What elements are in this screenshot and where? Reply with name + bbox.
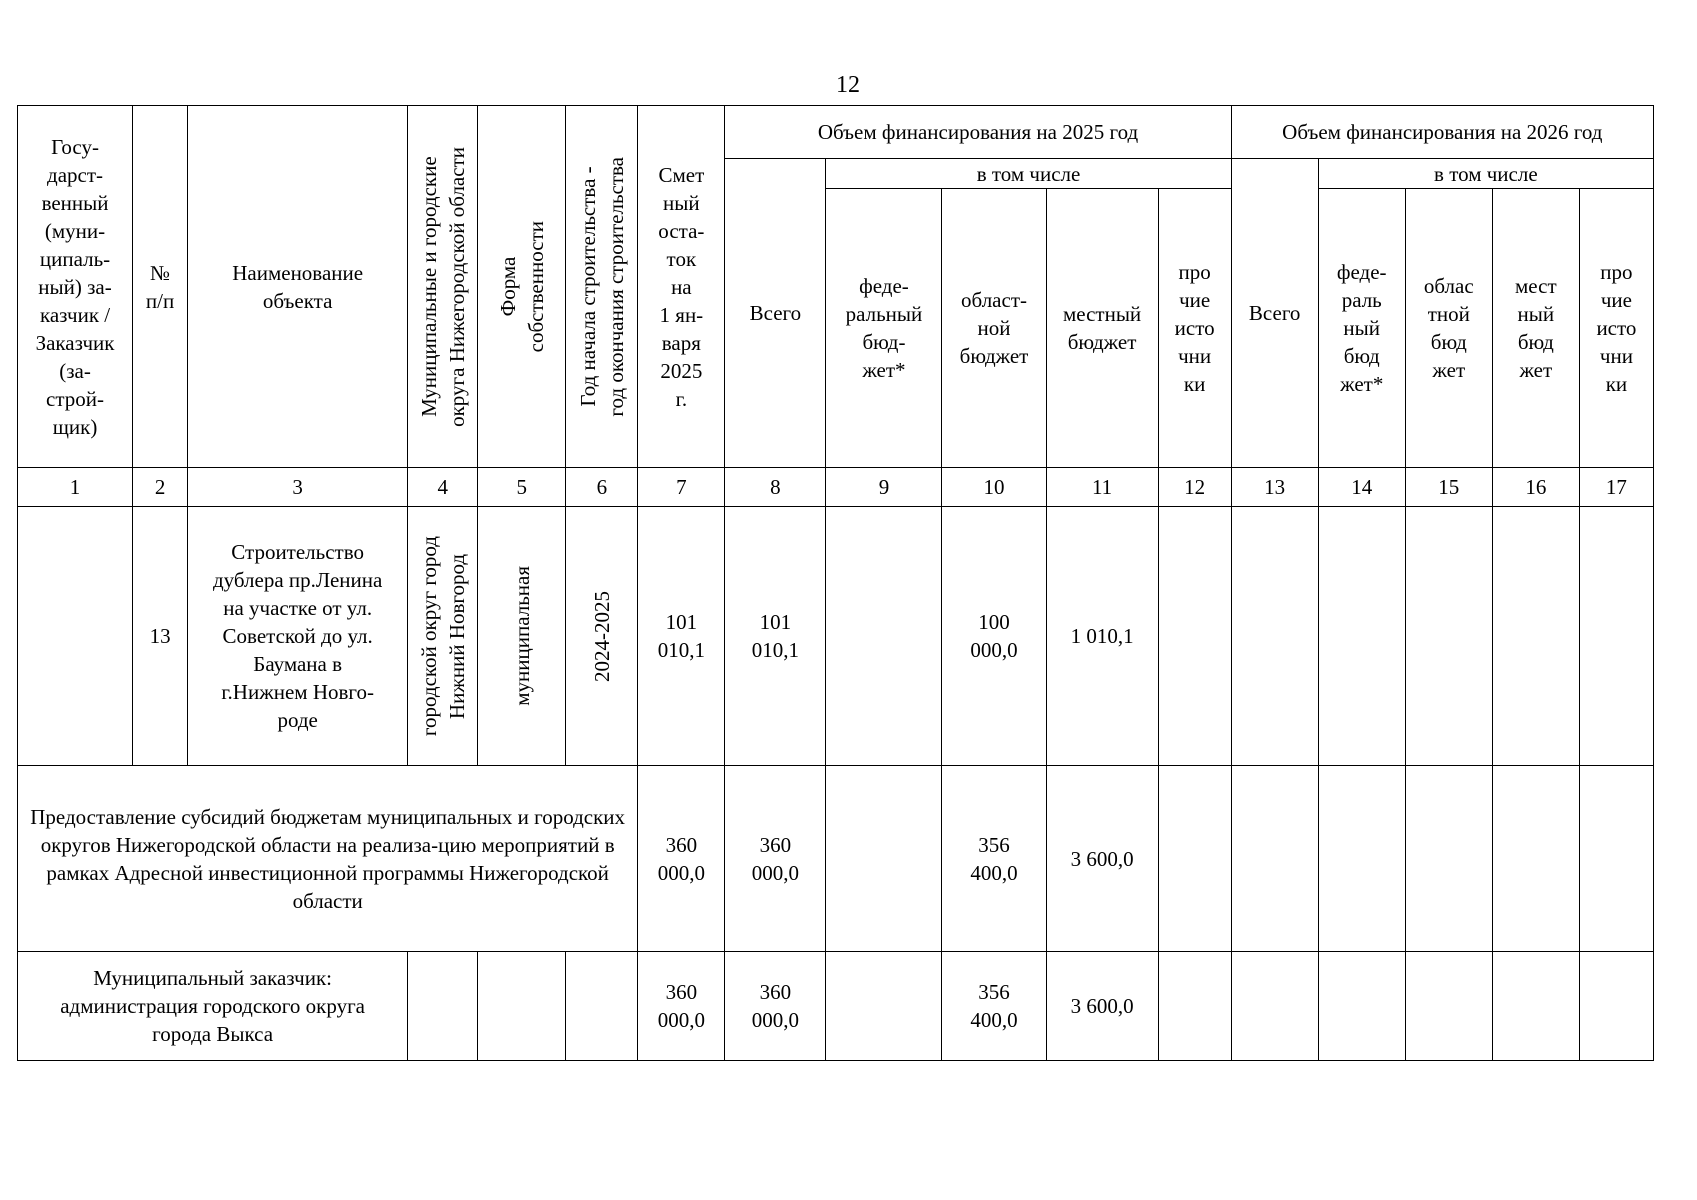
column-number: 10 (942, 468, 1046, 507)
object-ownership-text: муниципальная (509, 566, 534, 706)
column-number: 14 (1318, 468, 1405, 507)
object-fed-2025 (826, 507, 942, 766)
object-customer-cell (18, 507, 133, 766)
subsidy-total-2025: 360 000,0 (725, 766, 826, 952)
object-reg-2026 (1405, 507, 1492, 766)
customer-loc-2026 (1492, 952, 1579, 1061)
column-number: 5 (478, 468, 566, 507)
object-district-text: городской округ город Нижний Новгород (416, 535, 469, 737)
object-ownership (478, 507, 566, 766)
column-number: 17 (1579, 468, 1653, 507)
object-district (408, 507, 478, 766)
subsidy-fed-2025 (826, 766, 942, 952)
subsidy-reg-2025: 356 400,0 (942, 766, 1046, 952)
header-ownership (478, 106, 566, 468)
header-other-2025: про чие исто чни ки (1158, 189, 1231, 468)
subsidy-text: Предоставление субсидий бюджетам муниципальных и городских округов Нижегородской области на реализа-цию мероприятий в рамках Адресной инвестиционной программы Нижегородской области (18, 766, 638, 952)
subsidy-other-2026 (1579, 766, 1653, 952)
header-fin-2025: Объем финансирования на 2025 год (725, 106, 1231, 159)
object-years (566, 507, 638, 766)
header-fin-2026: Объем финансирования на 2026 год (1231, 106, 1653, 159)
customer-text: Муниципальный заказчик: администрация городского округа города Выкса (18, 952, 408, 1061)
customer-reg-2026 (1405, 952, 1492, 1061)
object-balance: 101 010,1 (638, 507, 725, 766)
object-loc-2026 (1492, 507, 1579, 766)
column-number: 4 (408, 468, 478, 507)
header-loc-2025: местный бюджет (1046, 189, 1158, 468)
column-number: 13 (1231, 468, 1318, 507)
header-loc-2026: мест ный бюд жет (1492, 189, 1579, 468)
page-number: 12 (836, 72, 860, 98)
column-number: 7 (638, 468, 725, 507)
customer-other-2026 (1579, 952, 1653, 1061)
customer-reg-2025: 356 400,0 (942, 952, 1046, 1061)
object-years-text: 2024-2025 (589, 590, 614, 682)
column-number: 11 (1046, 468, 1158, 507)
customer-years (566, 952, 638, 1061)
object-total-2025: 101 010,1 (725, 507, 826, 766)
header-incl-2026: в том числе (1318, 159, 1653, 189)
object-fed-2026 (1318, 507, 1405, 766)
subsidy-total-2026 (1231, 766, 1318, 952)
header-fed-2026: феде- раль ный бюд жет* (1318, 189, 1405, 468)
header-incl-2025: в том числе (826, 159, 1231, 189)
customer-total-2026 (1231, 952, 1318, 1061)
object-other-2025 (1158, 507, 1231, 766)
object-loc-2025: 1 010,1 (1046, 507, 1158, 766)
subsidy-fed-2026 (1318, 766, 1405, 952)
financing-table (17, 105, 1654, 1061)
header-customer: Госу- дарст- венный (муни- ципаль- ный) за- казчик / Заказчик (за- строй- щик) (18, 106, 133, 468)
customer-fed-2025 (826, 952, 942, 1061)
subsidy-balance: 360 000,0 (638, 766, 725, 952)
column-number: 1 (18, 468, 133, 507)
customer-ownership (478, 952, 566, 1061)
column-number: 2 (133, 468, 188, 507)
object-other-2026 (1579, 507, 1653, 766)
object-reg-2025: 100 000,0 (942, 507, 1046, 766)
customer-loc-2025: 3 600,0 (1046, 952, 1158, 1061)
header-total-2025: Всего (725, 159, 826, 468)
column-number: 9 (826, 468, 942, 507)
header-years (566, 106, 638, 468)
customer-fed-2026 (1318, 952, 1405, 1061)
table-row-customer (18, 952, 1654, 1061)
customer-total-2025: 360 000,0 (725, 952, 826, 1061)
customer-district (408, 952, 478, 1061)
subsidy-loc-2026 (1492, 766, 1579, 952)
column-number: 6 (566, 468, 638, 507)
header-other-2026: про чие исто чни ки (1579, 189, 1653, 468)
header-years-text: Год начала строительства - год окончания строительства (575, 156, 628, 417)
column-number: 12 (1158, 468, 1231, 507)
column-number: 15 (1405, 468, 1492, 507)
header-name: Наименование объекта (188, 106, 408, 468)
customer-other-2025 (1158, 952, 1231, 1061)
header-ownership-text: Форма собственности (495, 220, 548, 353)
customer-balance: 360 000,0 (638, 952, 725, 1061)
header-reg-2026: облас тной бюд жет (1405, 189, 1492, 468)
header-reg-2025: област- ной бюджет (942, 189, 1046, 468)
header-balance: Смет ный оста- ток на 1 ян- варя 2025 г. (638, 106, 725, 468)
table-row-subsidy (18, 766, 1654, 952)
object-total-2026 (1231, 507, 1318, 766)
subsidy-reg-2026 (1405, 766, 1492, 952)
column-number: 16 (1492, 468, 1579, 507)
header-num: № п/п (133, 106, 188, 468)
subsidy-loc-2025: 3 600,0 (1046, 766, 1158, 952)
object-num: 13 (133, 507, 188, 766)
column-number: 8 (725, 468, 826, 507)
header-district (408, 106, 478, 468)
object-name: Строительство дублера пр.Ленина на участке от ул. Советской до ул. Баумана в г.Нижнем Новго- роде (188, 507, 408, 766)
column-number: 3 (188, 468, 408, 507)
header-fed-2025: феде- ральный бюд- жет* (826, 189, 942, 468)
header-total-2026: Всего (1231, 159, 1318, 468)
subsidy-other-2025 (1158, 766, 1231, 952)
table-row-object (18, 507, 1654, 766)
header-district-text: Муниципальные и городские округа Нижегородской области (416, 146, 469, 427)
